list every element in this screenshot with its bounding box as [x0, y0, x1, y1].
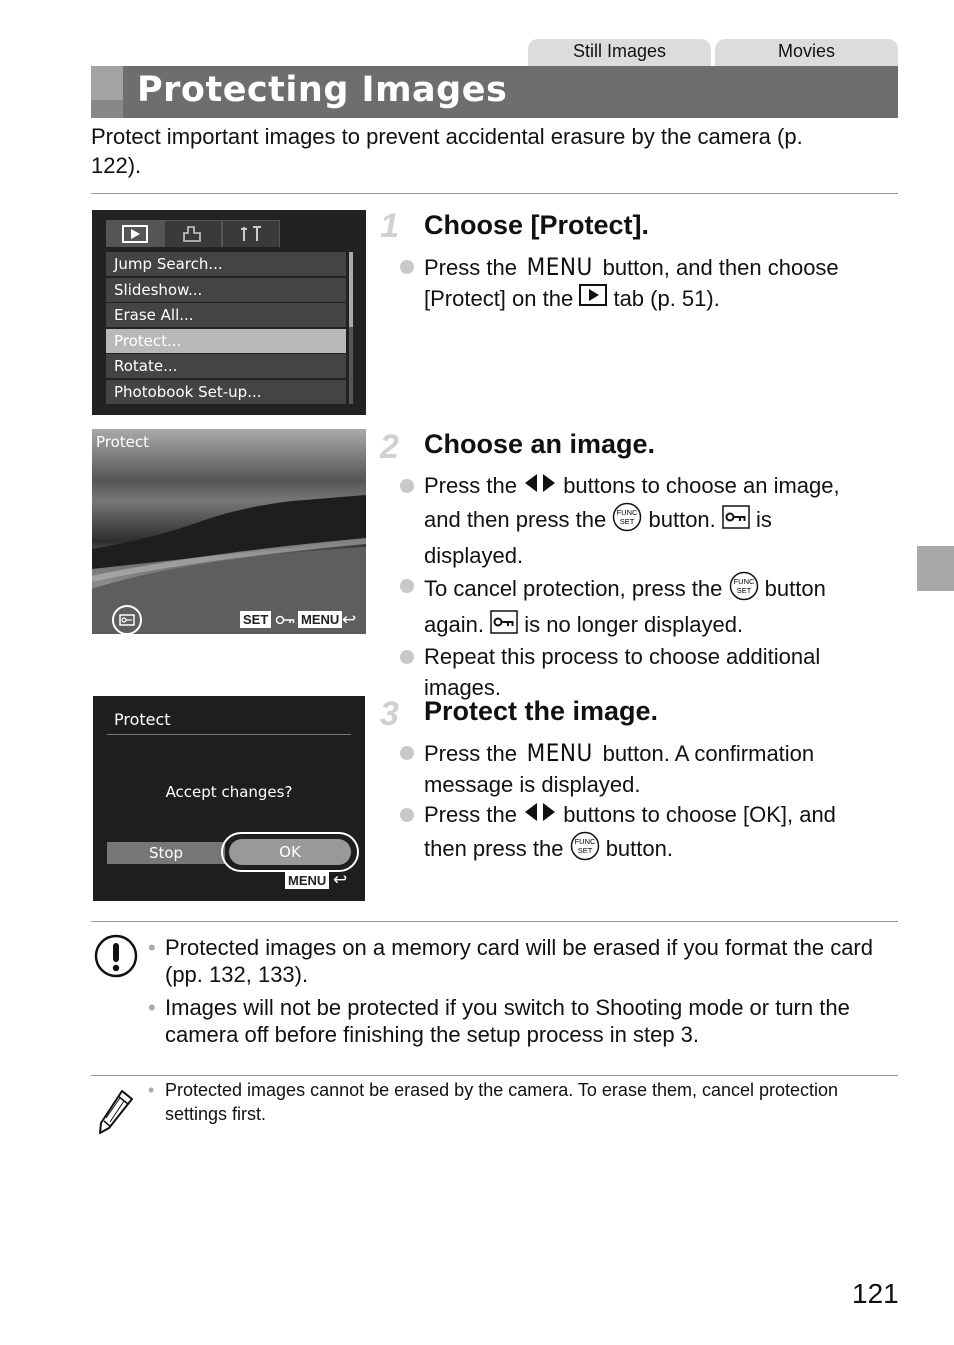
memo-notes: [148, 1078, 868, 1132]
caution-icon: [94, 934, 138, 983]
bullet-dot: [400, 579, 414, 593]
step-3-text-g: button.: [605, 836, 673, 862]
menu-label: MENU: [301, 612, 340, 627]
step-2-text-k: Repeat this process to choose additional: [424, 644, 821, 670]
menu-button-icon: [298, 611, 342, 628]
bullet-dot: •: [148, 935, 156, 960]
step-3-text-e: buttons to choose [OK], and: [563, 802, 836, 827]
func-label: FUNC: [574, 837, 595, 847]
menu-item-erase-all: Erase All...: [106, 303, 346, 327]
step-3-text-b: button. A confirmation: [602, 741, 815, 766]
protect-status-icon: [112, 605, 142, 634]
ok-label: OK: [279, 843, 301, 861]
list-item: [398, 571, 898, 642]
caution-note-2: Images will not be protected if you switch to Shooting mode or turn the camera off before finishing the setup process in step 3.: [165, 995, 850, 1047]
step-2-bullets: [398, 471, 898, 703]
left-right-arrows-icon: [523, 801, 557, 832]
step-2-heading: Choose an image.: [424, 429, 656, 459]
playback-tab-icon: [106, 220, 164, 247]
func-set-icon: [570, 831, 600, 870]
step-2-text-b: buttons to choose an image,: [563, 473, 840, 498]
bullet-dot: [400, 746, 414, 760]
protect-key-icon: [490, 610, 518, 643]
step-3-text-c: message is displayed.: [424, 771, 641, 797]
list-item: [398, 252, 888, 315]
playback-icon: [579, 284, 607, 315]
page-number: 121: [852, 1278, 899, 1309]
bullet-dot: •: [148, 1080, 155, 1100]
memo-note-1: Protected images cannot be erased by the camera. To erase them, cancel protection settings first.: [165, 1080, 839, 1124]
landscape-photo: [92, 429, 366, 634]
step-2-text-l: images.: [424, 674, 502, 700]
set-label: SET: [736, 586, 751, 596]
menu-button-icon: MENU: [526, 739, 593, 767]
key-icon: [275, 613, 295, 632]
confirm-question: Accept changes?: [165, 783, 293, 801]
step-1-text-c: [Protect] on the: [424, 285, 574, 311]
camera-screen-menu: [92, 210, 366, 415]
step-1-text-b: button, and then choose: [602, 255, 839, 280]
step-2-text-a: Press the: [424, 473, 517, 498]
return-icon: ↩: [342, 610, 357, 629]
list-item: [148, 934, 888, 988]
title-bar: [91, 66, 898, 118]
confirm-divider: [107, 734, 351, 735]
title-square-shade: [91, 100, 123, 118]
menu-item-rotate: Rotate...: [106, 354, 346, 378]
set-button-icon: [240, 611, 271, 628]
func-set-icon: [729, 571, 759, 610]
camera-screen-photo: [92, 429, 366, 634]
set-label: SET: [620, 517, 635, 527]
func-label: FUNC: [733, 577, 754, 587]
set-label: SET: [577, 846, 592, 856]
tab-movies: [715, 39, 898, 67]
bullet-dot: •: [148, 995, 156, 1020]
ok-button-fill: [229, 839, 351, 865]
step-2-text-h: button: [764, 576, 826, 602]
ok-button: [221, 832, 359, 872]
caution-notes: [148, 934, 888, 1054]
menu-item-slideshow: Slideshow...: [106, 278, 346, 302]
list-item: [398, 738, 898, 800]
menu-list: [106, 252, 346, 406]
list-item: [398, 800, 898, 870]
divider: [91, 193, 898, 194]
stop-button: [107, 842, 225, 864]
list-item: [148, 994, 888, 1048]
bullet-dot: [400, 479, 414, 493]
intro-text: Protect important images to prevent accidental erasure by the camera (p. 122).: [91, 124, 803, 178]
settings-tab-icon: [222, 220, 280, 247]
divider: [91, 921, 898, 922]
menu-return-label: MENU: [288, 873, 327, 888]
bullet-dot: [400, 650, 414, 664]
step-1-text-d: tab (p. 51).: [613, 285, 720, 311]
step-1-heading: Choose [Protect].: [424, 210, 650, 240]
list-item: [398, 471, 898, 571]
step-2-text-j: is no longer displayed.: [524, 612, 744, 637]
menu-return-button: [285, 872, 329, 889]
caution-note-1: Protected images on a memory card will be erased if you format the card (pp. 132, 133).: [165, 935, 873, 987]
camera-screen-confirm: [93, 696, 365, 901]
step-2-number: 2: [380, 428, 399, 466]
tab-still-images: [528, 39, 711, 67]
page-title: Protecting Images: [137, 70, 508, 110]
title-square-icon: [91, 66, 123, 100]
step-1-bullets: [398, 252, 888, 315]
print-tab-icon: [164, 220, 222, 247]
step-2-text-e: is: [756, 507, 772, 533]
step-3-heading: Protect the image.: [424, 696, 659, 726]
menu-item-protect: Protect...: [106, 329, 346, 353]
set-label: SET: [243, 612, 269, 627]
side-section-tab: [917, 546, 954, 591]
step-2-text-f: displayed.: [424, 542, 524, 568]
step-3-text-f: then press the: [424, 836, 564, 862]
step-3-text-a: Press the: [424, 741, 517, 766]
menu-item-jump-search: Jump Search...: [106, 252, 346, 276]
step-1-number: 1: [380, 207, 399, 245]
step-3-number: 3: [380, 695, 399, 733]
screen2-label: Protect: [96, 433, 150, 451]
menu-tabs: [106, 220, 280, 248]
step-3-bullets: [398, 738, 898, 870]
tab-still-images-label: Still Images: [572, 41, 667, 61]
step-3-text-d: Press the: [424, 802, 517, 827]
return-icon: ↩: [333, 870, 348, 889]
step-2-text-i: again.: [424, 612, 484, 637]
list-item: [398, 642, 898, 703]
menu-button-icon: MENU: [526, 253, 593, 281]
menu-item-photobook: Photobook Set-up...: [106, 380, 346, 404]
func-label: FUNC: [616, 508, 638, 518]
confirm-title: Protect: [114, 710, 171, 729]
step-2-text-g: To cancel protection, press the: [424, 576, 723, 602]
menu-scrollbar-thumb: [349, 252, 353, 327]
pencil-icon: [96, 1088, 136, 1141]
protect-key-icon: [722, 505, 750, 538]
left-right-arrows-icon: [523, 472, 557, 503]
stop-label: Stop: [148, 844, 184, 862]
func-set-icon: [612, 502, 642, 541]
menu-scrollbar: [349, 252, 353, 404]
step-2-text-c: and then press the: [424, 507, 607, 533]
bullet-dot: [400, 260, 414, 274]
bullet-dot: [400, 808, 414, 822]
step-2-text-d: button.: [648, 507, 716, 533]
list-item: [148, 1078, 868, 1126]
divider: [91, 1075, 898, 1076]
tab-movies-label: Movies: [777, 41, 835, 61]
step-1-text-a: Press the: [424, 255, 517, 280]
